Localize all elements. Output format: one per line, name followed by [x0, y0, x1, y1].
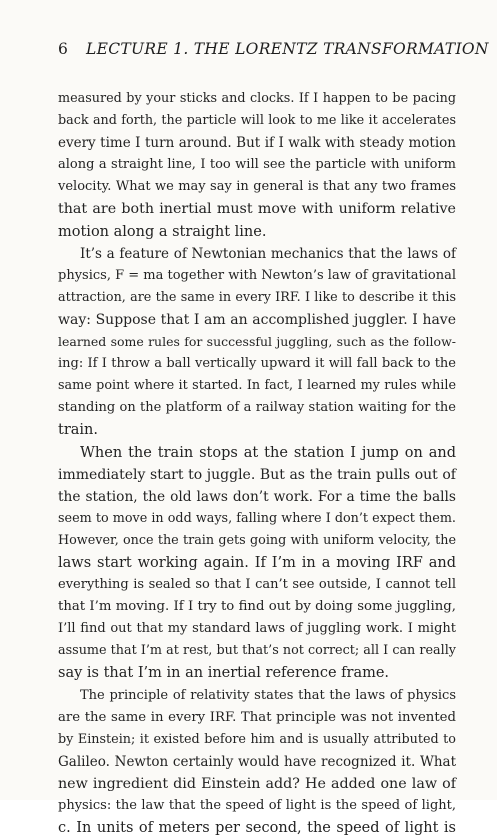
text-line: When the train stops at the station I jump on and [80, 444, 456, 461]
paragraph-1 [58, 88, 456, 243]
text-line: It’s a feature of Newtonian mechanics that the laws of [80, 245, 456, 262]
text-line: same point where it started. In fact, I learned my rules while [58, 378, 456, 394]
text-line: attraction, are the same in every IRF. I like to describe it this [58, 289, 456, 305]
paragraph-3 [58, 442, 456, 685]
text-line: train. [58, 422, 98, 439]
text-line: by Einstein; it existed before him and is usually attributed to [58, 731, 456, 747]
running-title: LECTURE 1. THE LORENTZ TRANSFORMATION [86, 40, 489, 58]
text-line: the station, the old laws don’t work. For a time the balls [58, 488, 456, 505]
text-line: physics: the law that the speed of light is the speed of light, [58, 798, 456, 813]
text-line: every time I turn around. But if I walk with steady motion [58, 135, 456, 152]
text-line: ing: If I throw a ball vertically upward it will fall back to the [58, 356, 456, 372]
text-line: assume that I’m at rest, but that’s not correct; all I can really [58, 643, 456, 659]
text-line: new ingredient did Einstein add? He added one law of [58, 775, 456, 792]
page-number: 6 [58, 40, 68, 58]
text-line: that are both inertial must move with uniform relative [58, 201, 456, 218]
paragraph-2 [58, 243, 456, 442]
text-line: are the same in every IRF. That principle was not invented [58, 709, 456, 725]
text-line: laws start working again. If I’m in a moving IRF and [58, 554, 456, 571]
paragraph-4 [58, 685, 456, 839]
text-line: However, once the train gets going with uniform velocity, the [58, 532, 456, 548]
text-line: that I’m moving. If I try to find out by doing some juggling, [58, 599, 456, 615]
text-line: standing on the platform of a railway station waiting for the [58, 400, 456, 416]
text-line: motion along a straight line. [58, 223, 267, 240]
text-line: I’ll find out that my standard laws of juggling work. I might [58, 621, 456, 637]
text-line: immediately start to juggle. But as the train pulls out of [58, 466, 456, 483]
body-text [58, 88, 456, 839]
text-line: physics, F = ma together with Newton’s law of gravitational [58, 267, 456, 283]
text-line: seem to move in odd ways, falling where I don’t expect them. [58, 510, 456, 526]
text-line: way: Suppose that I am an accomplished juggler. I have [58, 311, 456, 328]
text-line: back and forth, the particle will look to me like it accelerates [58, 113, 456, 129]
text-line: c. In units of meters per second, the speed of light is [58, 820, 456, 837]
text-line: The principle of relativity states that the laws of physics [80, 687, 456, 703]
text-line: measured by your sticks and clocks. If I happen to be pacing [58, 91, 456, 106]
text-line: learned some rules for successful juggling, such as the follow- [58, 334, 456, 350]
text-line: along a straight line, I too will see the particle with uniform [58, 157, 456, 173]
text-line: everything is sealed so that I can’t see outside, I cannot tell [58, 577, 456, 593]
text-line: Galileo. Newton certainly would have recognized it. What [58, 753, 456, 770]
text-line: velocity. What we may say in general is that any two frames [58, 179, 456, 195]
text-line: say is that I’m in an inertial reference frame. [58, 665, 390, 682]
page-header [58, 40, 489, 62]
